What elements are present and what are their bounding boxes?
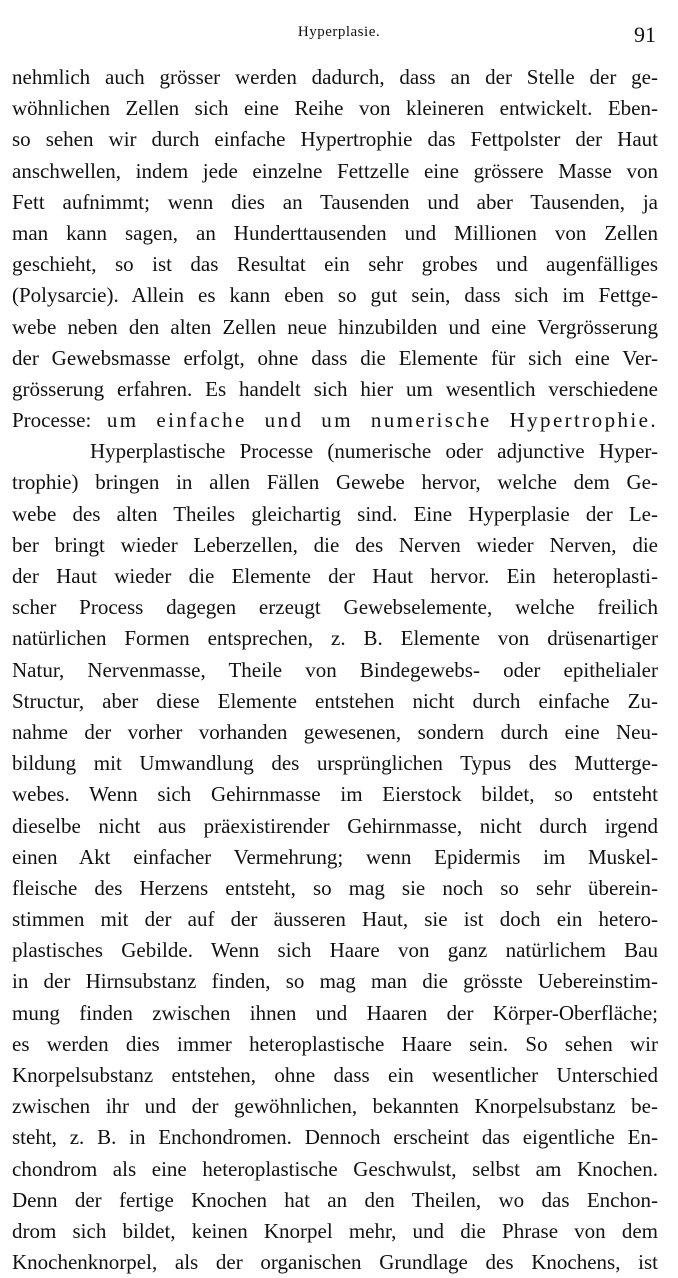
text-line: der Gewebsmasse erfolgt, ohne dass die Elemente für sich eine Ver- — [12, 345, 658, 370]
text-line: (Polysarcie). Allein es kann eben so gut sein, dass sich im Fettge- — [12, 283, 658, 308]
text-line — [12, 405, 658, 436]
text-line: Denn der fertige Knochen hat an den Theilen, wo das Enchon- — [12, 1187, 658, 1212]
text-line: einen Akt einfacher Vermehrung; wenn Epidermis im Muskel- — [12, 844, 658, 869]
text-line: anschwellen, indem jede einzelne Fettzelle eine grössere Masse von — [12, 158, 658, 183]
text-line: Natur, Nervenmasse, Theile von Bindegewebs- oder epithelialer — [12, 657, 658, 682]
text-line: so sehen wir durch einfache Hypertrophie das Fettpolster der Haut — [12, 127, 658, 152]
text-line: zwischen ihr und der gewöhnlichen, bekannten Knorpelsubstanz be- — [12, 1094, 658, 1119]
running-head — [0, 16, 678, 46]
text-line: nehmlich auch grösser werden dadurch, dass an der Stelle der ge- — [12, 65, 658, 89]
text-line: in der Hirnsubstanz finden, so mag man die grösste Uebereinstim- — [12, 969, 658, 994]
text-line: webe neben den alten Zellen neue hinzubilden und eine Vergrösserung — [12, 314, 658, 339]
text-segment: Processe: — [12, 408, 92, 433]
text-line: Structur, aber diese Elemente entstehen nicht durch einfache Zu- — [12, 688, 658, 713]
text-line: stimmen mit der auf der äusseren Haut, sie ist doch ein hetero- — [12, 907, 658, 932]
text-line: ber bringt wieder Leberzellen, die des Nerven wieder Nerven, die — [12, 532, 658, 557]
text-line: webes. Wenn sich Gehirnmasse im Eierstock bildet, so entsteht — [12, 782, 658, 807]
text-line: drom sich bildet, keinen Knorpel mehr, und die Phrase von dem — [12, 1218, 658, 1243]
text-line: dieselbe nicht aus präexistirender Gehirnmasse, nicht durch irgend — [12, 813, 658, 838]
text-line: trophie) bringen in allen Fällen Gewebe hervor, welche dem Ge- — [12, 470, 658, 495]
text-line: geschieht, so ist das Resultat ein sehr grobes und augenfälliges — [12, 252, 658, 277]
text-line: chondrom als eine heteroplastische Geschwulst, selbst am Knochen. — [12, 1156, 658, 1181]
text-line: wöhnlichen Zellen sich eine Reihe von kleineren entwickelt. Eben- — [12, 96, 658, 121]
page-number: 91 — [634, 22, 656, 47]
text-line: Fett aufnimmt; wenn dies an Tausenden und aber Tausenden, ja — [12, 189, 658, 214]
text-line: man kann sagen, an Hunderttausenden und Millionen von Zellen — [12, 220, 658, 245]
paragraph-first-line: Hyperplastische Processe (numerische oder adjunctive Hyper- — [90, 439, 658, 464]
text-line: plastisches Gebilde. Wenn sich Haare von ganz natürlichem Bau — [12, 938, 658, 963]
text-line: scher Process dagegen erzeugt Gewebselemente, welche freilich — [12, 595, 658, 620]
text-line: der Haut wieder die Elemente der Haut hervor. Ein heteroplasti- — [12, 564, 658, 588]
text-line: webe des alten Theiles gleichartig sind. Eine Hyperplasie der Le- — [12, 501, 658, 526]
text-line: steht, z. B. in Enchondromen. Dennoch erscheint das eigentliche En- — [12, 1125, 658, 1150]
emphasized-text: um einfache und um numerische Hypertrophie. — [106, 408, 658, 433]
text-line: fleische des Herzens entsteht, so mag sie noch so sehr überein- — [12, 875, 658, 900]
text-line: bildung mit Umwandlung des ursprünglichen Typus des Mutterge- — [12, 751, 658, 776]
text-line: mung finden zwischen ihnen und Haaren der Körper-Oberfläche; — [12, 1000, 658, 1025]
text-line: Knorpelsubstanz entstehen, ohne dass ein wesentlicher Unterschied — [12, 1063, 658, 1087]
text-line: Knochenknorpel, als der organischen Grundlage des Knochens, ist — [12, 1250, 658, 1275]
running-title: Hyperplasie. — [297, 24, 381, 40]
text-line: nahme der vorher vorhanden gewesenen, sondern durch eine Neu- — [12, 719, 658, 744]
text-line: grösserung erfahren. Es handelt sich hier um wesentlich verschiedene — [12, 376, 658, 401]
body-text — [12, 62, 658, 1278]
text-line: es werden dies immer heteroplastische Haare sein. So sehen wir — [12, 1031, 658, 1056]
text-line: natürlichen Formen entsprechen, z. B. Elemente von drüsenartiger — [12, 626, 658, 651]
